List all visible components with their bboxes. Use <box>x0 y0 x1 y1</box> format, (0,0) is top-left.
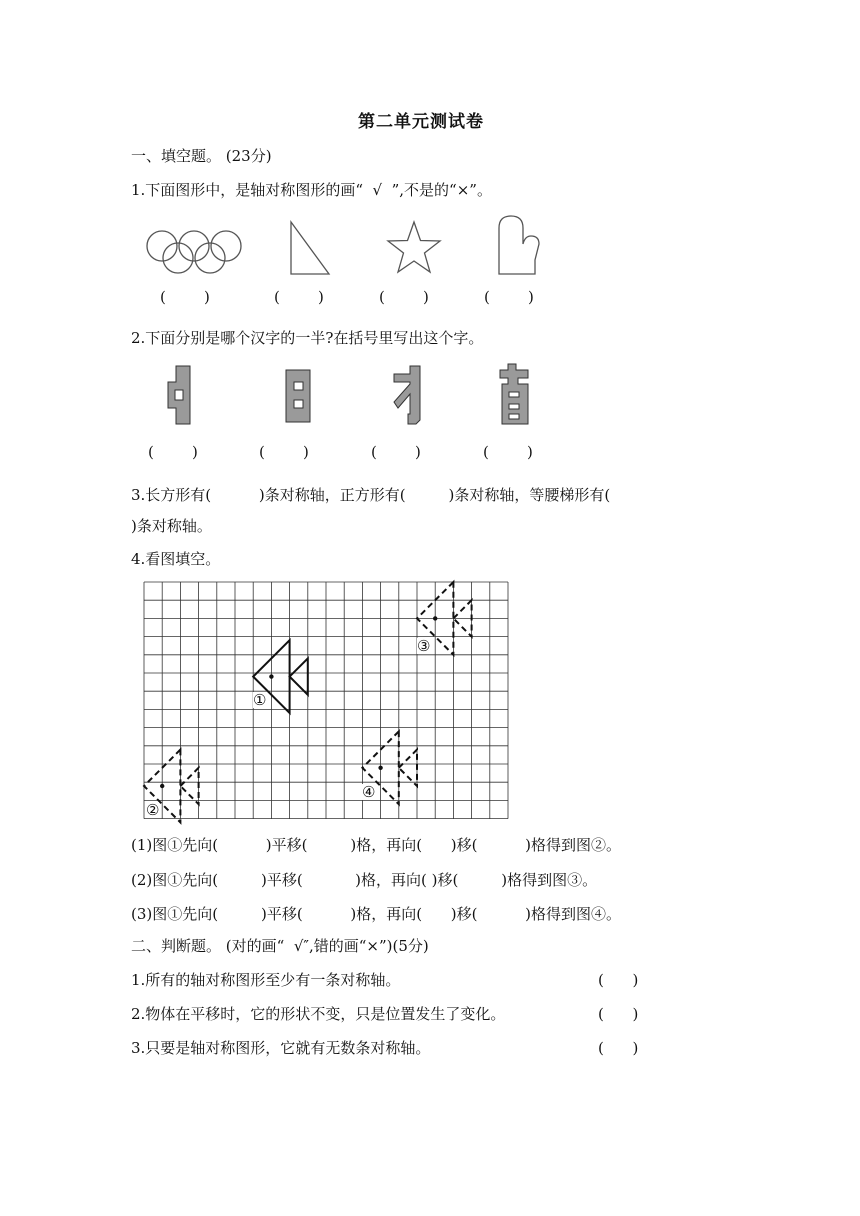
section1-heading: 一、填空题。 (23分) <box>131 147 272 165</box>
q1-blank-3[interactable]: ( ) <box>379 288 429 306</box>
q3-line2: )条对称轴。 <box>131 517 212 535</box>
half-char-4-icon <box>498 362 530 426</box>
q1-blank-1[interactable]: ( ) <box>160 288 210 306</box>
q2-blank-3[interactable]: ( ) <box>371 443 421 461</box>
q2-blank-2[interactable]: ( ) <box>259 443 309 461</box>
figure-label-4: ④ <box>362 783 376 801</box>
half-char-1-icon <box>164 364 194 426</box>
q1-text: 1.下面图形中，是轴对称图形的画“ √ ”,不是的“×”。 <box>131 181 492 199</box>
q4-sub2: (2)图①先向( )平移( )格，再向( )移( )格得到图③。 <box>131 871 598 889</box>
judge-item-3-blank[interactable]: ( ) <box>598 1039 639 1057</box>
translation-grid <box>144 582 508 818</box>
q4-text: 4.看图填空。 <box>131 550 221 568</box>
q2-blank-4[interactable]: ( ) <box>483 443 533 461</box>
figure-label-2: ② <box>146 801 160 819</box>
figure-label-3: ③ <box>417 637 431 655</box>
q4-sub1: (1)图①先向( )平移( )格，再向( )移( )格得到图②。 <box>131 836 621 854</box>
q1-blank-4[interactable]: ( ) <box>484 288 534 306</box>
judge-item-1-text: 1.所有的轴对称图形至少有一条对称轴。 <box>131 971 401 989</box>
judge-item-2-text: 2.物体在平移时，它的形状不变，只是位置发生了变化。 <box>131 1005 506 1023</box>
star-figure <box>385 220 443 276</box>
judge-item-2-blank[interactable]: ( ) <box>598 1005 639 1023</box>
q4-sub3: (3)图①先向( )平移( )格，再向( )移( )格得到图④。 <box>131 905 621 923</box>
figure-label-1: ① <box>253 691 267 709</box>
half-char-2-icon <box>284 364 312 426</box>
mitten-figure <box>495 214 543 276</box>
q2-text: 2.下面分别是哪个汉字的一半?在括号里写出这个字。 <box>131 329 484 347</box>
half-char-3-icon <box>390 364 426 426</box>
q3-line1: 3.长方形有( )条对称轴，正方形有( )条对称轴，等腰梯形有( <box>131 486 611 504</box>
section2-heading: 二、判断题。 (对的画“ √″,错的画“×”)(5分) <box>131 937 429 955</box>
judge-item-1-blank[interactable]: ( ) <box>598 971 639 989</box>
page-title: 第二单元测试卷 <box>358 112 484 132</box>
q2-blank-1[interactable]: ( ) <box>148 443 198 461</box>
right-triangle-figure <box>289 220 331 276</box>
q1-blank-2[interactable]: ( ) <box>274 288 324 306</box>
olympic-rings-figure <box>146 228 242 276</box>
judge-item-3-text: 3.只要是轴对称图形，它就有无数条对称轴。 <box>131 1039 431 1057</box>
